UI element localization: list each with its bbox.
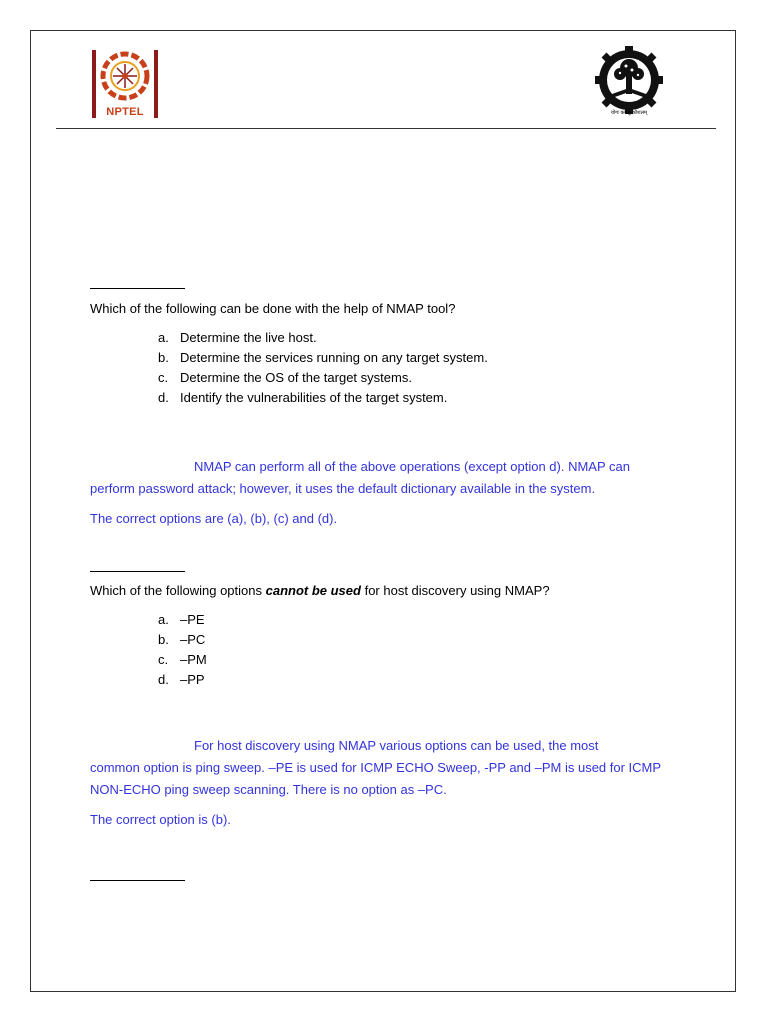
option-text: –PP <box>180 672 205 687</box>
seal-motto: योगः कर्मसु कौशलम् <box>611 110 647 116</box>
explanation-line: perform password attack; however, it uses the default dictionary available in the system. <box>90 481 596 496</box>
question-separator <box>90 571 185 572</box>
option-text: Determine the live host. <box>180 330 317 345</box>
option-text: –PE <box>180 612 205 627</box>
option-text: –PM <box>180 652 207 667</box>
option-letter: b. <box>158 632 169 647</box>
nptel-logo-text: NPTEL <box>106 106 144 118</box>
option-letter: b. <box>158 350 169 365</box>
nptel-logo <box>90 48 160 122</box>
option-item <box>158 650 698 670</box>
question-2-prefix: Which of the following options <box>90 583 266 598</box>
option-item <box>158 630 698 650</box>
question-separator <box>90 880 185 881</box>
question-1-answer: The correct options are (a), (b), (c) and (d). <box>90 511 338 526</box>
question-2-explanation <box>90 735 690 801</box>
option-letter: a. <box>158 612 169 627</box>
question-1-options <box>158 328 698 408</box>
option-letter: a. <box>158 330 169 345</box>
question-2-text <box>90 582 710 600</box>
option-text: Determine the OS of the target systems. <box>180 370 412 385</box>
explanation-line: common option is ping sweep. –PE is used for ICMP ECHO Sweep, -PP and –PM is used for ICMP <box>90 760 662 775</box>
option-letter: c. <box>158 370 169 385</box>
explanation-line: For host discovery using NMAP various options can be used, the most <box>194 738 599 753</box>
option-text: Determine the services running on any target system. <box>180 350 488 365</box>
option-letter: c. <box>158 652 169 667</box>
option-letter: d. <box>158 390 169 405</box>
option-text: –PC <box>180 632 206 647</box>
option-text: Identify the vulnerabilities of the target system. <box>180 390 448 405</box>
header-rule <box>56 128 716 129</box>
option-item <box>158 328 698 348</box>
question-2-emphasis: cannot be used <box>265 583 361 598</box>
question-separator <box>90 288 185 289</box>
option-item <box>158 368 698 388</box>
option-letter: d. <box>158 672 169 687</box>
question-2-suffix: for host discovery using NMAP? <box>360 583 550 598</box>
iit-seal-logo <box>594 44 664 124</box>
question-2-options <box>158 610 698 690</box>
question-1-text: Which of the following can be done with the help of NMAP tool? <box>90 301 456 316</box>
explanation-line: NON-ECHO ping sweep scanning. There is no option as –PC. <box>90 782 447 797</box>
question-2-answer: The correct option is (b). <box>90 812 231 827</box>
question-1-explanation <box>90 456 690 500</box>
option-item <box>158 610 698 630</box>
option-item <box>158 348 698 368</box>
explanation-line: NMAP can perform all of the above operations (except option d). NMAP can <box>194 459 630 474</box>
option-item <box>158 388 698 408</box>
option-item <box>158 670 698 690</box>
